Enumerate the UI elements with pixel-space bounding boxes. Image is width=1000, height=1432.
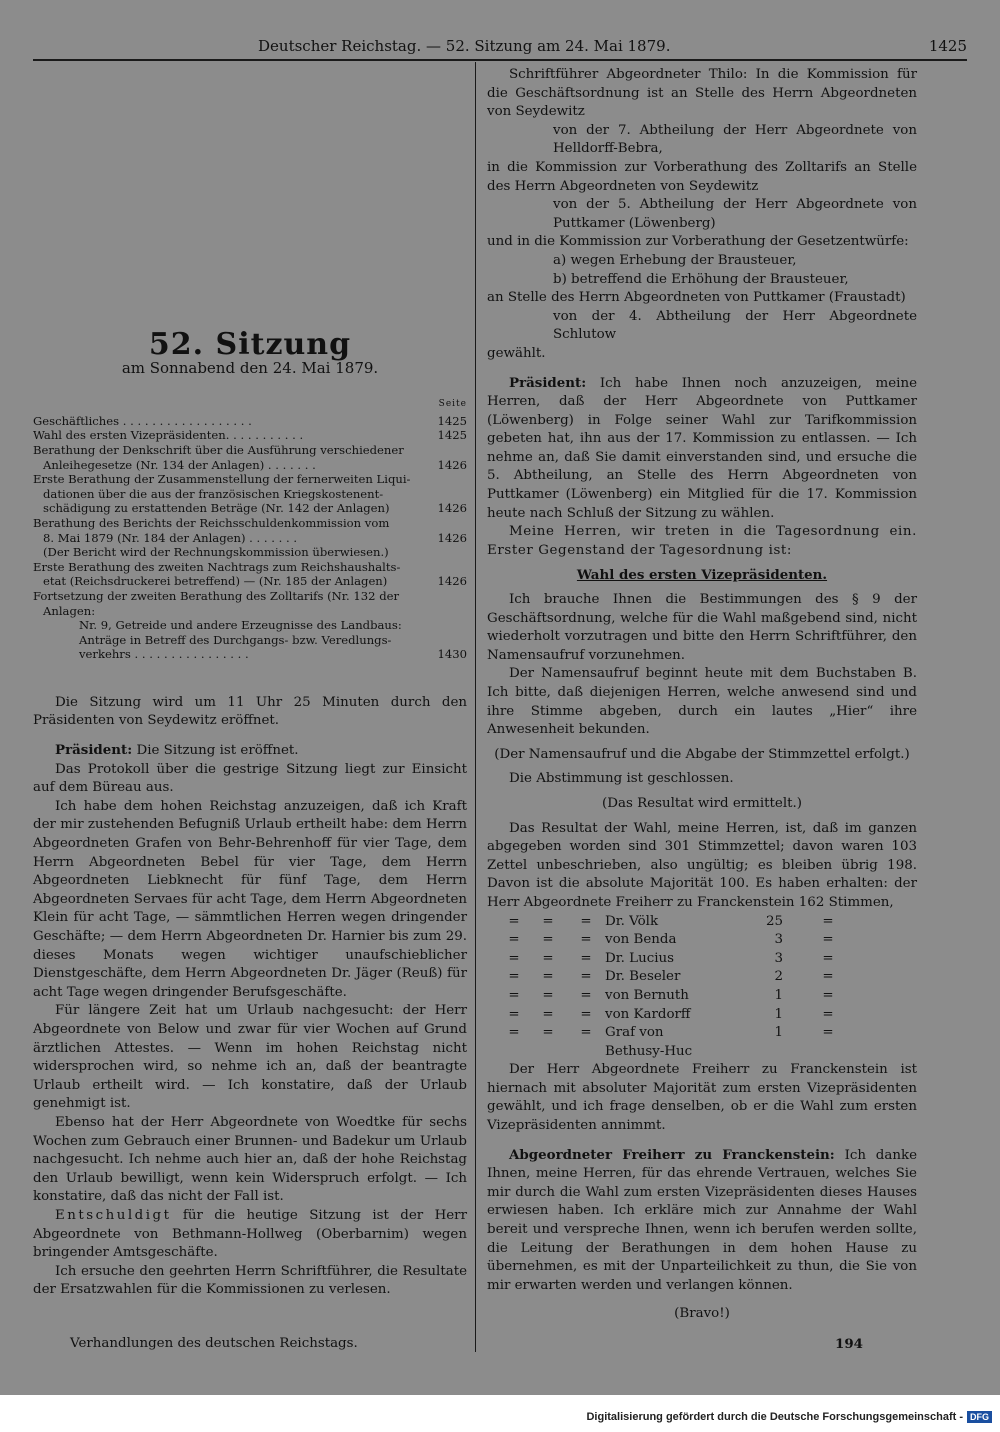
toc-entry-text: etat (Reichsdruckerei betreffend) — (Nr. 185 der Anlagen) [43, 574, 388, 589]
stage-direction: (Bravo!) [674, 1306, 730, 1322]
ditto-mark: = [580, 950, 592, 966]
vote-row [487, 987, 917, 1006]
toc-entry-page [435, 443, 467, 458]
toc-entry-page: 1426 [437, 574, 467, 589]
toc-entry-page: 1426 [437, 501, 467, 516]
ditto-mark: = [822, 969, 834, 985]
digitization-credit [586, 1411, 992, 1423]
speech-text: Die Sitzung ist eröffnet. [136, 743, 299, 759]
toc-entry-text: Anleihegesetze (Nr. 134 der Anlagen) . . . . . . . [43, 457, 316, 472]
paragraph: Das Protokoll über die gestrige Sitzung liegt zur Einsicht auf dem Büreau aus. [33, 761, 467, 796]
ditto-mark: = [580, 1025, 592, 1041]
vote-row [487, 931, 917, 950]
toc-row [33, 647, 467, 662]
ditto-mark: = [822, 1006, 834, 1022]
vote-row [487, 950, 917, 969]
vote-count: 3 [774, 950, 783, 966]
vote-count: 1 [774, 1006, 783, 1022]
paragraph: von der 7. Abtheilung der Herr Abgeordnete von Helldorff-Bebra, [553, 122, 917, 157]
toc-entry-page [435, 633, 467, 648]
paragraph: gewählt. [487, 345, 546, 361]
ditto-mark: = [822, 987, 834, 1003]
toc-entry-text: 8. Mai 1879 (Nr. 184 der Anlagen) . . . . . . . [43, 530, 298, 545]
toc-row [33, 574, 467, 589]
vote-count: 25 [765, 913, 783, 929]
ditto-mark: = [580, 932, 592, 948]
speech-text: für die heutige Sitzung ist der Herr Abgeordnete von Bethmann-Hollweg (Oberbarnim) wegen bringender Amtsgeschäfte. [33, 1207, 467, 1261]
paragraph: Ich brauche Ihnen die Bestimmungen des § 9 der Geschäftsordnung, welche für die Wahl maßgebend sind, nicht wiederholt vorzutragen und bitte den Herrn Schriftführer, den Namensaufruf vorzunehmen. [487, 592, 917, 663]
paragraph: Schriftführer Abgeordneter Thilo: In die Kommission für die Geschäftsordnung ist an Stelle des Herrn Abgeordneten von Seydewitz [487, 67, 917, 120]
vote-candidate: von Benda [605, 932, 677, 948]
toc-row [33, 618, 467, 633]
paragraph: Der Herr Abgeordnete Freiherr zu Franckenstein ist hiernach mit absoluter Majorität zum ersten Vizepräsidenten gewählt, und ich frage denselben, ob er die Wahl zum ersten Vizepräsidenten annimmt. [487, 1062, 917, 1134]
vote-count: 3 [774, 932, 783, 948]
vote-table [487, 913, 917, 1062]
toc-entry-text: Wahl des ersten Vizepräsidenten. . . . . . . . . . . [33, 428, 304, 443]
toc-entry-page [435, 560, 467, 575]
toc-entry-text: dationen über die aus der französischen Kriegskostenent- [43, 486, 384, 501]
toc-entry-page: 1430 [437, 647, 467, 662]
paragraph: an Stelle des Herrn Abgeordneten von Puttkamer (Fraustadt) [487, 290, 906, 306]
toc-entry-page: 1425 [437, 413, 467, 428]
opening-paragraph: Die Sitzung wird um 11 Uhr 25 Minuten durch den Präsidenten von Seydewitz eröffnet. [33, 694, 467, 729]
credit-text: Digitalisierung gefördert durch die Deutsche Forschungsgemeinschaft - [586, 1411, 963, 1423]
ditto-mark: = [508, 1006, 520, 1022]
toc-row [33, 501, 467, 516]
toc-entry-text: Berathung des Berichts der Reichsschuldenkommission vom [33, 515, 390, 530]
toc-entry-text: Nr. 9, Getreide und andere Erzeugnisse des Landbaus: [79, 618, 402, 633]
ditto-mark: = [580, 987, 592, 1003]
page-number: 1425 [928, 37, 967, 55]
vote-row [487, 913, 917, 932]
ditto-mark: = [822, 1025, 834, 1041]
session-title: 52. Sitzung [148, 327, 352, 362]
toc-row [33, 443, 467, 458]
left-column [33, 66, 467, 1300]
vote-candidate: von Bernuth [605, 987, 689, 1003]
vote-row [487, 1006, 917, 1025]
speech-text: Ich habe Ihnen noch anzuzeigen, meine Herren, daß der Herr Abgeordnete von Puttkamer (Löwenberg) in Folge seiner Wahl zur Tarifkommission gebeten hat, ihn aus der 17. Kommission zu entlassen. — Ich nehme an, daß Sie damit einverstanden sind, und ersuche die 5. Abtheilung, an Stelle des Herrn Abgeordneten von Puttkamer (Löwenberg) ein Mitglied für die 17. Kommission heute nach Schluß der Sitzung zu wählen. [487, 375, 917, 521]
list-item: b) betreffend die Erhöhung der Brausteuer, [553, 271, 849, 287]
ditto-mark: = [542, 913, 554, 929]
toc-row [33, 458, 467, 473]
toc-row [33, 516, 467, 531]
vote-candidate: Graf von Bethusy-Huc [605, 1025, 693, 1059]
toc-entry-text: Anträge in Betreff des Durchgangs- bzw. Veredlungs- [79, 632, 392, 647]
speaker-label: Präsident: [55, 742, 133, 759]
toc-entry-page: 1425 [437, 428, 467, 443]
vote-row [487, 1024, 917, 1061]
stage-direction: (Das Resultat wird ermittelt.) [602, 795, 802, 811]
paragraph [33, 1207, 467, 1263]
paragraph: und in die Kommission zur Vorberathung der Gesetzentwürfe: [487, 234, 909, 250]
ditto-mark: = [580, 913, 592, 929]
vote-candidate: von Kardorff [605, 1006, 691, 1022]
list-item: a) wegen Erhebung der Brausteuer, [553, 252, 797, 268]
running-title: Deutscher Reichstag. — 52. Sitzung am 24. Mai 1879. [258, 37, 671, 55]
toc-entry-page [435, 487, 467, 502]
toc-entry-text: Geschäftliches . . . . . . . . . . . . . . . . . . [33, 413, 252, 428]
toc-entry-page [435, 589, 467, 604]
spaced-lead: Entschuldigt [55, 1207, 172, 1223]
vote-count: 1 [774, 1025, 783, 1041]
page-header [33, 33, 967, 61]
section-heading: Wahl des ersten Vizepräsidenten. [576, 567, 828, 584]
vote-count: 1 [774, 987, 783, 1003]
toc-entry-page: 1426 [437, 530, 467, 545]
vote-candidate: Dr. Lucius [605, 950, 674, 966]
toc-row [33, 487, 467, 502]
toc-entry-text: (Der Bericht wird der Rechnungskommission überwiesen.) [43, 545, 389, 560]
president-opening [33, 741, 467, 761]
paragraph: Die Abstimmung ist geschlossen. [509, 771, 734, 787]
toc-seite-label: Seite [438, 399, 467, 410]
paragraph [487, 374, 917, 524]
paragraph: in die Kommission zur Vorberathung des Zolltarifs an Stelle des Herrn Abgeordneten von Seydewitz [487, 159, 917, 194]
paragraph: Der Namensaufruf beginnt heute mit dem Buchstaben B. Ich bitte, daß diejenigen Herren, welche anwesend sind und ihre Stimme abgeben, durch ein lautes „Hier“ ihre Anwesenheit bekunden. [487, 666, 917, 738]
toc-entry-text: Erste Berathung des zweiten Nachtrags zum Reichshaushalts- [33, 559, 401, 574]
sheet-number: 194 [835, 1336, 863, 1352]
paragraph [487, 1146, 917, 1296]
ditto-mark: = [822, 913, 834, 929]
column-divider [475, 62, 476, 1352]
stage-direction: (Der Namensaufruf und die Abgabe der Stimmzettel erfolgt.) [494, 746, 910, 762]
toc-entry-page [435, 472, 467, 487]
dfg-logo: DFG [967, 1411, 992, 1423]
toc-row [33, 414, 467, 429]
ditto-mark: = [508, 969, 520, 985]
ditto-mark: = [508, 913, 520, 929]
toc-entry-text: Erste Berathung der Zusammenstellung der fernerweiten Liqui- [33, 472, 411, 487]
toc-entry-text: verkehrs . . . . . . . . . . . . . . . . [79, 647, 249, 662]
toc-entry-page [435, 516, 467, 531]
vote-candidate: Dr. Völk [605, 913, 659, 929]
ditto-mark: = [508, 987, 520, 1003]
toc-row [33, 633, 467, 648]
speaker-label: Präsident: [509, 374, 587, 391]
toc-entry-text: Berathung der Denkschrift über die Ausführung verschiedener [33, 442, 404, 457]
vote-row [487, 968, 917, 987]
paragraph: Ich habe dem hohen Reichstag anzuzeigen, daß ich Kraft der mir zustehenden Befugniß Urlaub ertheilt habe: dem Herrn Abgeordneten Grafen von Behr-Behrenhoff für vier Tage, dem Herrn Abgeordneten Bebel für vier Tage, dem Herrn Abgeordneten Liebknecht für fünf Tage, dem Herrn Abgeordneten Servaes für acht Tage, dem Herrn Abgeordneten Klein für acht Tage, — sämmtlichen Herren wegen dringender Geschäfte; — dem Herrn Abgeordneten Dr. Harnier bis zum 29. dieses Monats wegen wichtiger unaufschieblicher Dienstgeschäfte, dem Herrn Abgeordneten Dr. Jäger (Reuß) für acht Tage wegen dringender Berufsgeschäfte. [33, 798, 467, 1000]
paragraph: Für längere Zeit hat um Urlaub nachgesucht: der Herr Abgeordnete von Below und zwar für vier Wochen auf Grund ärztlichen Attestes. — Wenn im hohen Reichstag nicht widersprochen wird, so nehme ich an, daß der beantragte Urlaub ertheilt wird. — Ich konstatire, daß der Urlaub genehmigt ist. [33, 1003, 467, 1112]
right-column [487, 66, 917, 1324]
toc-entry-page [435, 604, 467, 619]
session-date: am Sonnabend den 24. Mai 1879. [121, 358, 379, 377]
vote-candidate: Dr. Beseler [605, 969, 681, 985]
paragraph: von der 5. Abtheilung der Herr Abgeordnete von Puttkamer (Löwenberg) [553, 197, 917, 231]
toc-row [33, 428, 467, 443]
ditto-mark: = [542, 1025, 554, 1041]
toc-entry-page [435, 545, 467, 560]
ditto-mark: = [508, 950, 520, 966]
toc-entry-text: schädigung zu erstattenden Beträge (Nr. 142 der Anlagen) [43, 501, 390, 516]
ditto-mark: = [542, 969, 554, 985]
toc-row [33, 531, 467, 546]
toc-entry-text: Anlagen: [43, 603, 96, 618]
toc-row [33, 560, 467, 575]
toc-row [33, 472, 467, 487]
toc-row [33, 589, 467, 604]
ditto-mark: = [580, 969, 592, 985]
paragraph: Ebenso hat der Herr Abgeordnete von Woedtke für sechs Wochen zum Gebrauch einer Brunnen- und Badekur um Urlaub nachgesucht. Ich nehme auch hier an, daß der hohe Reichstag den Urlaub bewilligt, wenn kein Widerspruch erfolgt. — Ich konstatire, daß das nicht der Fall ist. [33, 1114, 467, 1205]
paragraph: von der 4. Abtheilung der Herr Abgeordnete Schlutow [553, 308, 917, 343]
ditto-mark: = [542, 987, 554, 1003]
speaker-label: Abgeordneter Freiherr zu Franckenstein: [509, 1146, 835, 1163]
toc-entry-page [435, 618, 467, 633]
toc-row [33, 545, 467, 560]
ditto-mark: = [508, 1025, 520, 1041]
toc-entry-text: Fortsetzung der zweiten Berathung des Zolltarifs (Nr. 132 der [33, 588, 400, 603]
vote-count: 2 [774, 969, 783, 985]
speech-text: Ich danke Ihnen, meine Herren, für das ehrende Vertrauen, welches Sie mir durch die Wahl zum ersten Vizepräsidenten dieses Hauses erwiesen haben. Ich erkläre mich zur Annahme der Wahl bereit und verspreche Ihnen, wenn ich berufen werden sollte, die Leitung der Berathungen in dem hohen Hause zu übernehmen, es mit der Unparteilichkeit zu thun, die Sie von mir erwarten werden und verlangen können. [487, 1147, 918, 1293]
toc-entry-page: 1426 [437, 457, 467, 472]
ditto-mark: = [508, 932, 520, 948]
ditto-mark: = [822, 950, 834, 966]
toc-row [33, 604, 467, 619]
ditto-mark: = [822, 932, 834, 948]
ditto-mark: = [542, 950, 554, 966]
table-of-contents [33, 414, 467, 662]
ditto-mark: = [580, 1006, 592, 1022]
paragraph: Ich ersuche den geehrten Herrn Schriftführer, die Resultate der Ersatzwahlen für die Kommissionen zu verlesen. [33, 1263, 467, 1298]
ditto-mark: = [542, 932, 554, 948]
paragraph: Das Resultat der Wahl, meine Herren, ist, daß im ganzen abgegeben worden sind 301 Stimmzettel; davon waren 103 Zettel unbeschrieben, also ungültig; es bleiben übrig 198. Davon ist die absolute Majorität 100. Es haben erhalten: der Herr Abgeordnete Freiherr zu Franckenstein 162 Stimmen, [487, 820, 917, 910]
footer-title: Verhandlungen des deutschen Reichstags. [70, 1336, 358, 1351]
paragraph: Meine Herren, wir treten in die Tagesordnung ein. Erster Gegenstand der Tagesordnung ist: [487, 524, 917, 558]
ditto-mark: = [542, 1006, 554, 1022]
